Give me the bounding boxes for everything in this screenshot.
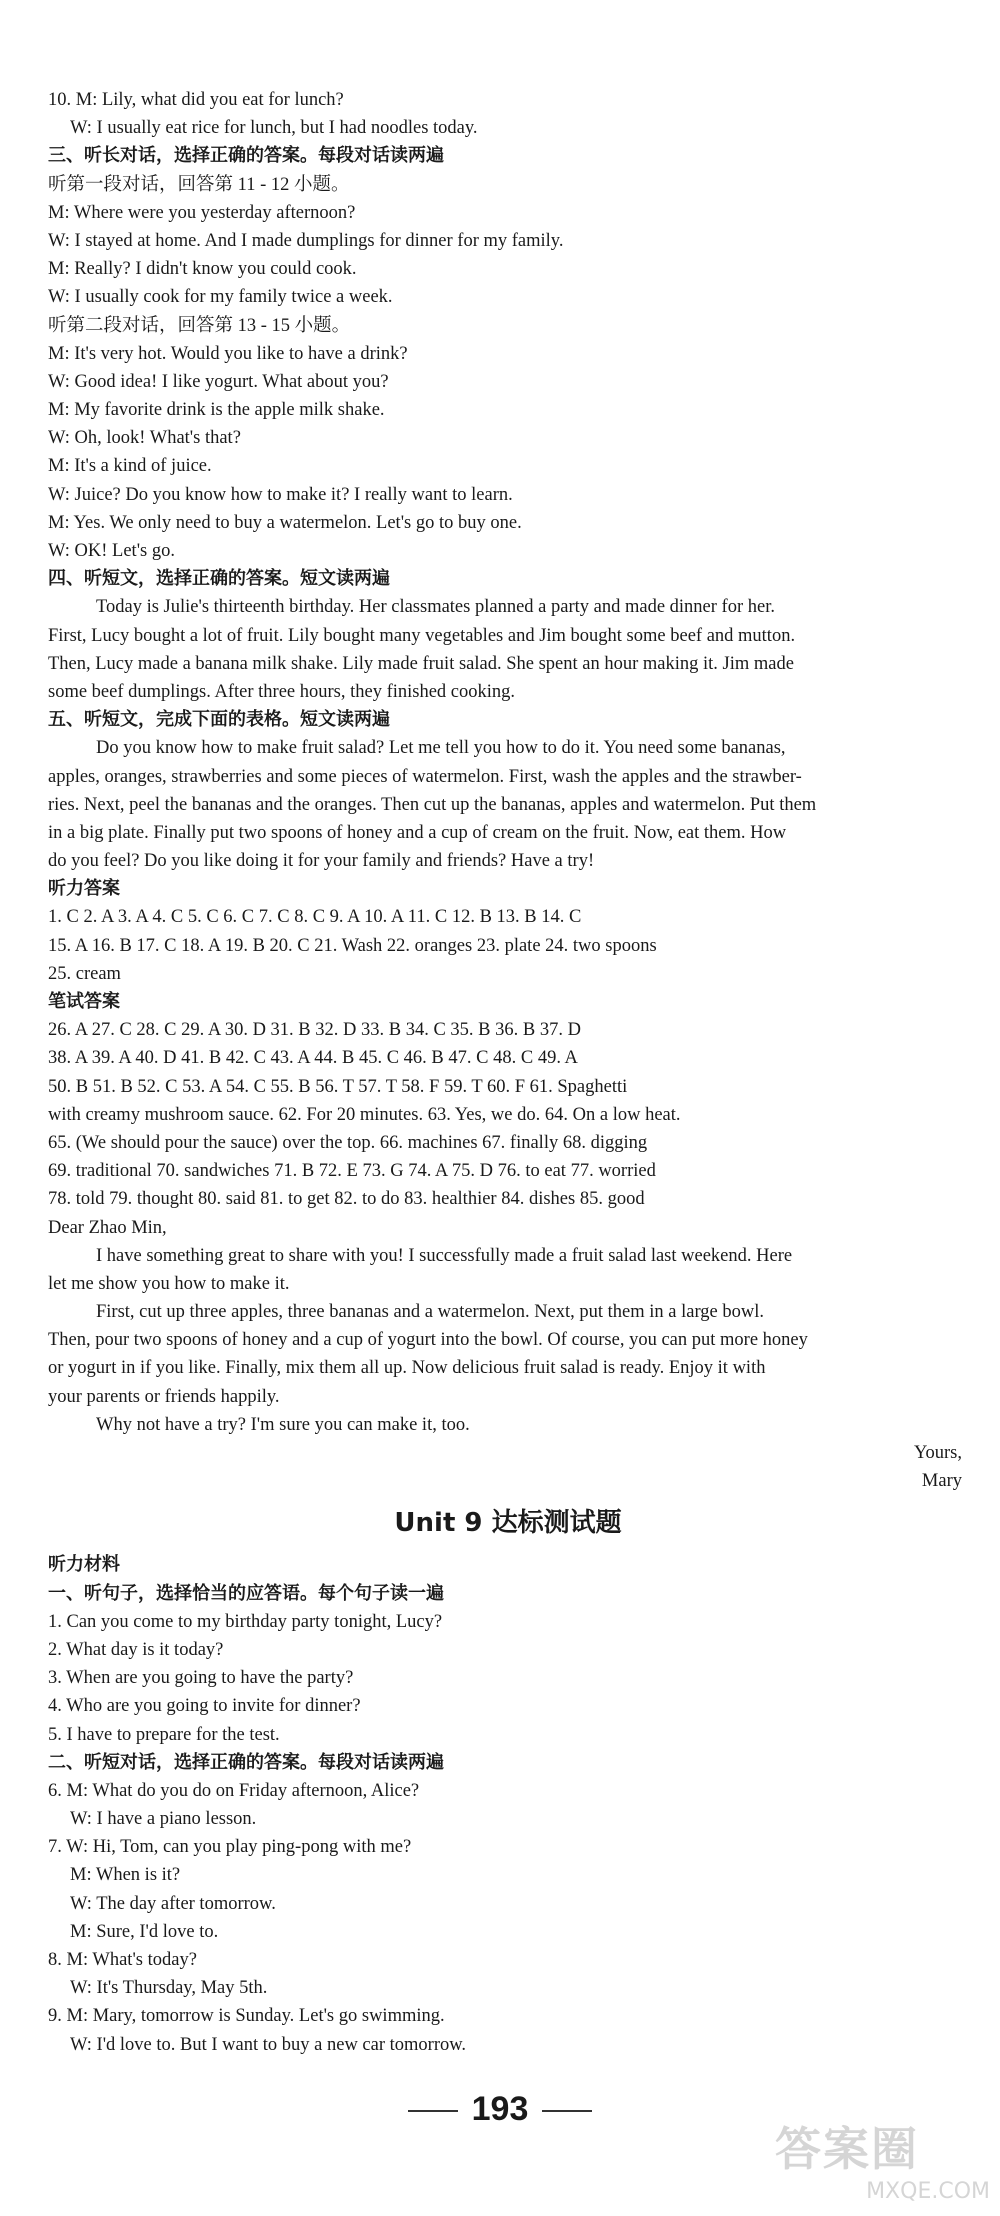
text-line: W: I have a piano lesson. xyxy=(70,1809,257,1830)
text-line: 3. When are you going to have the party? xyxy=(48,1668,354,1689)
text-line: W: It's Thursday, May 5th. xyxy=(70,1978,268,1999)
text-line: W: I usually eat rice for lunch, but I had noodles today. xyxy=(70,118,478,139)
text-line: in a big plate. Finally put two spoons of honey and a cup of cream on the fruit. Now, eat them. How xyxy=(48,822,787,843)
text-line: Today is Julie's thirteenth birthday. Her classmates planned a party and made dinner for her. xyxy=(96,597,775,618)
text-line: 听第二段对话，回答第 13 - 15 小题。 xyxy=(48,315,351,336)
text-line: M: When is it? xyxy=(70,1865,181,1886)
section-heading: 二、听短对话，选择正确的答案。每段对话读两遍 xyxy=(48,1751,444,1773)
text-line: do you feel? Do you like doing it for your family and friends? Have a try! xyxy=(48,851,595,872)
text-line: 5. I have to prepare for the test. xyxy=(48,1724,280,1745)
text-line: Dear Zhao Min, xyxy=(48,1217,167,1238)
text-line: your parents or friends happily. xyxy=(48,1386,280,1407)
text-line: 26. A 27. C 28. C 29. A 30. D 31. B 32. D 33. B 34. C 35. B 36. B 37. D xyxy=(48,1020,581,1041)
text-line: I have something great to share with you! I successfully made a fruit salad last weekend. Here xyxy=(96,1245,793,1266)
text-line: 1. C 2. A 3. A 4. C 5. C 6. C 7. C 8. C 9. A 10. A 11. C 12. B 13. B 14. C xyxy=(48,907,582,928)
text-line: W: Juice? Do you know how to make it? I really want to learn. xyxy=(48,484,513,505)
watermark-logo-text: 答案圈 xyxy=(775,2122,919,2176)
page-number: 193 xyxy=(471,2090,529,2128)
unit-title: Unit 9 达标测试题 xyxy=(394,1508,622,1539)
text-line: some beef dumplings. After three hours, they finished cooking. xyxy=(48,681,516,702)
section-heading: 一、听句子，选择恰当的应答语。每个句子读一遍 xyxy=(48,1582,444,1604)
text-line: 听第一段对话，回答第 11 - 12 小题。 xyxy=(48,174,350,195)
text-line: ries. Next, peel the bananas and the oranges. Then cut up the bananas, apples and watermelon. Put them xyxy=(48,794,817,815)
text-line: First, cut up three apples, three bananas and a watermelon. Next, put them in a large bowl. xyxy=(96,1302,765,1323)
text-line: 10. M: Lily, what did you eat for lunch? xyxy=(48,90,344,110)
text-line: M: Yes. We only need to buy a watermelon. Let's go to buy one. xyxy=(48,512,522,533)
text-line: let me show you how to make it. xyxy=(48,1273,290,1294)
text-line: 65. (We should pour the sauce) over the top. 66. machines 67. finally 68. digging xyxy=(48,1132,648,1153)
text-line: 6. M: What do you do on Friday afternoon, Alice? xyxy=(48,1780,420,1801)
text-line: M: Where were you yesterday afternoon? xyxy=(48,202,356,223)
text-line: 9. M: Mary, tomorrow is Sunday. Let's go swimming. xyxy=(48,2006,445,2027)
text-line: 4. Who are you going to invite for dinner? xyxy=(48,1696,361,1717)
answer-key-page xyxy=(48,86,968,2059)
watermark-url: MXQE.COM xyxy=(866,2179,990,2204)
answer-heading: 笔试答案 xyxy=(48,991,120,1012)
text-line: 38. A 39. A 40. D 41. B 42. C 43. A 44. B 45. C 46. B 47. C 48. C 49. A xyxy=(48,1048,578,1069)
text-line: Why not have a try? I'm sure you can make it, too. xyxy=(96,1414,470,1435)
answer-heading: 听力材料 xyxy=(48,1554,120,1576)
text-line: M: My favorite drink is the apple milk shake. xyxy=(48,400,385,421)
text-line: Then, Lucy made a banana milk shake. Lily made fruit salad. She spent an hour making it. Jim made xyxy=(48,653,794,674)
text-line: apples, oranges, strawberries and some pieces of watermelon. First, wash the apples and the strawber- xyxy=(48,766,802,787)
text-line: 78. told 79. thought 80. said 81. to get 82. to do 83. healthier 84. dishes 85. good xyxy=(48,1189,645,1210)
footer-dash-left xyxy=(408,2110,458,2112)
text-line: 25. cream xyxy=(48,963,121,984)
text-line: W: OK! Let's go. xyxy=(48,541,175,561)
footer-dash-right xyxy=(542,2110,592,2112)
text-line: M: Really? I didn't know you could cook. xyxy=(48,259,357,280)
text-line: W: Good idea! I like yogurt. What about you? xyxy=(48,371,389,392)
answer-heading: 听力答案 xyxy=(48,878,120,900)
text-line: 8. M: What's today? xyxy=(48,1950,197,1970)
text-line: W: I'd love to. But I want to buy a new car tomorrow. xyxy=(70,2034,467,2055)
text-line: 2. What day is it today? xyxy=(48,1639,224,1660)
watermark-logo xyxy=(775,2113,990,2208)
text-line: M: It's very hot. Would you like to have a drink? xyxy=(48,343,408,364)
section-heading: 四、听短文，选择正确的答案。短文读两遍 xyxy=(48,568,390,590)
text-line: 50. B 51. B 52. C 53. A 54. C 55. B 56. T 57. T 58. F 59. T 60. F 61. Spaghetti xyxy=(48,1076,628,1097)
text-line: Yours, xyxy=(914,1443,962,1463)
text-line: M: It's a kind of juice. xyxy=(48,456,212,477)
text-line: W: The day after tomorrow. xyxy=(70,1893,276,1914)
text-line: Then, pour two spoons of honey and a cup of yogurt into the bowl. Of course, you can put more honey xyxy=(48,1330,808,1351)
text-line: 1. Can you come to my birthday party tonight, Lucy? xyxy=(48,1611,443,1632)
text-line: 15. A 16. B 17. C 18. A 19. B 20. C 21. Wash 22. oranges 23. plate 24. two spoons xyxy=(48,935,657,956)
text-line: W: I stayed at home. And I made dumplings for dinner for my family. xyxy=(48,230,564,251)
text-line: or yogurt in if you like. Finally, mix them all up. Now delicious fruit salad is ready. Enjoy it with xyxy=(48,1358,766,1379)
text-line: First, Lucy bought a lot of fruit. Lily bought many vegetables and Jim bought some beef and mutton. xyxy=(48,625,796,646)
text-line: 7. W: Hi, Tom, can you play ping-pong with me? xyxy=(48,1837,412,1858)
text-line: Do you know how to make fruit salad? Let me tell you how to do it. You need some bananas, xyxy=(96,738,786,759)
text-line: with creamy mushroom sauce. 62. For 20 minutes. 63. Yes, we do. 64. On a low heat. xyxy=(48,1104,681,1125)
text-line: 69. traditional 70. sandwiches 71. B 72. E 73. G 74. A 75. D 76. to eat 77. worried xyxy=(48,1161,656,1182)
text-line: M: Sure, I'd love to. xyxy=(70,1921,219,1942)
section-heading: 三、听长对话，选择正确的答案。每段对话读两遍 xyxy=(48,145,444,167)
section-heading: 五、听短文，完成下面的表格。短文读两遍 xyxy=(48,709,390,731)
text-line: W: I usually cook for my family twice a week. xyxy=(48,287,393,308)
text-line: W: Oh, look! What's that? xyxy=(48,428,241,449)
text-line: Mary xyxy=(921,1471,962,1492)
